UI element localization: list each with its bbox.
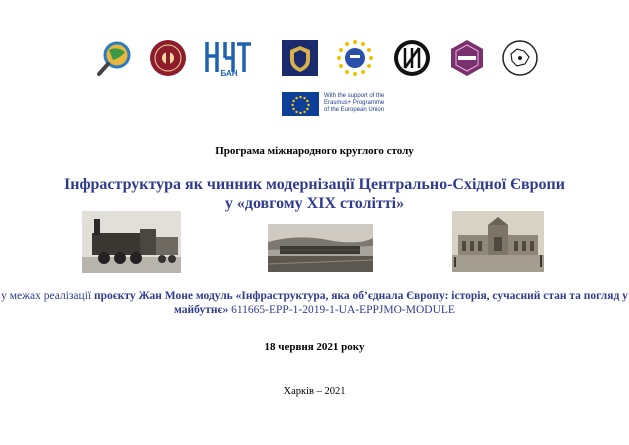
eu-flag-icon: [282, 92, 319, 116]
erasmus-line-2: Erasmus+ Programme: [324, 99, 385, 106]
train-landscape-photo: [268, 224, 373, 272]
project-description: [0, 289, 629, 317]
round-monogram-emblem-icon: [392, 38, 432, 78]
erasmus-line-3: of the European Union: [324, 107, 385, 114]
title-line-2: у «довгому XIX столітті»: [224, 195, 405, 212]
description-project-name: проєкту Жан Моне модуль «Інфраструктура, яка об’єднала Європу: історія, сучасний стан та погляд у майбутнє»: [93, 290, 628, 316]
bank-logo-mark: БАН: [220, 69, 238, 78]
document-title: [0, 175, 629, 213]
railway-station-photo: [452, 211, 544, 272]
locomotive-photo: [82, 211, 181, 273]
program-label: Програма міжнародного круглого столу: [215, 145, 414, 157]
hexagon-logo-icon: [447, 38, 487, 78]
title-line-1: Інфраструктура як чинник модернізації Центрально-Східної Європи: [64, 176, 565, 193]
description-prefix: у межах реалізації: [1, 290, 94, 302]
erasmus-support-text: [324, 93, 384, 115]
erasmus-support-badge: [282, 91, 442, 116]
description-project-code: 611665-EPP-1-2019-1-UA-EPPJMO-MODULE: [228, 304, 455, 316]
partner-logos-row: [90, 38, 540, 88]
shield-emblem-icon: [280, 38, 320, 78]
globe-magnifier-logo-icon: [95, 38, 135, 78]
eu-stars-emblem-icon: [335, 38, 375, 78]
bank-logo-icon: [203, 38, 255, 78]
university-seal-icon: [148, 38, 188, 78]
place-and-year: Харків – 2021: [283, 386, 346, 397]
event-date: 18 червня 2021 року: [264, 341, 365, 353]
map-outline-circle-icon: [500, 38, 540, 78]
erasmus-line-1: With the support of the: [324, 92, 385, 99]
